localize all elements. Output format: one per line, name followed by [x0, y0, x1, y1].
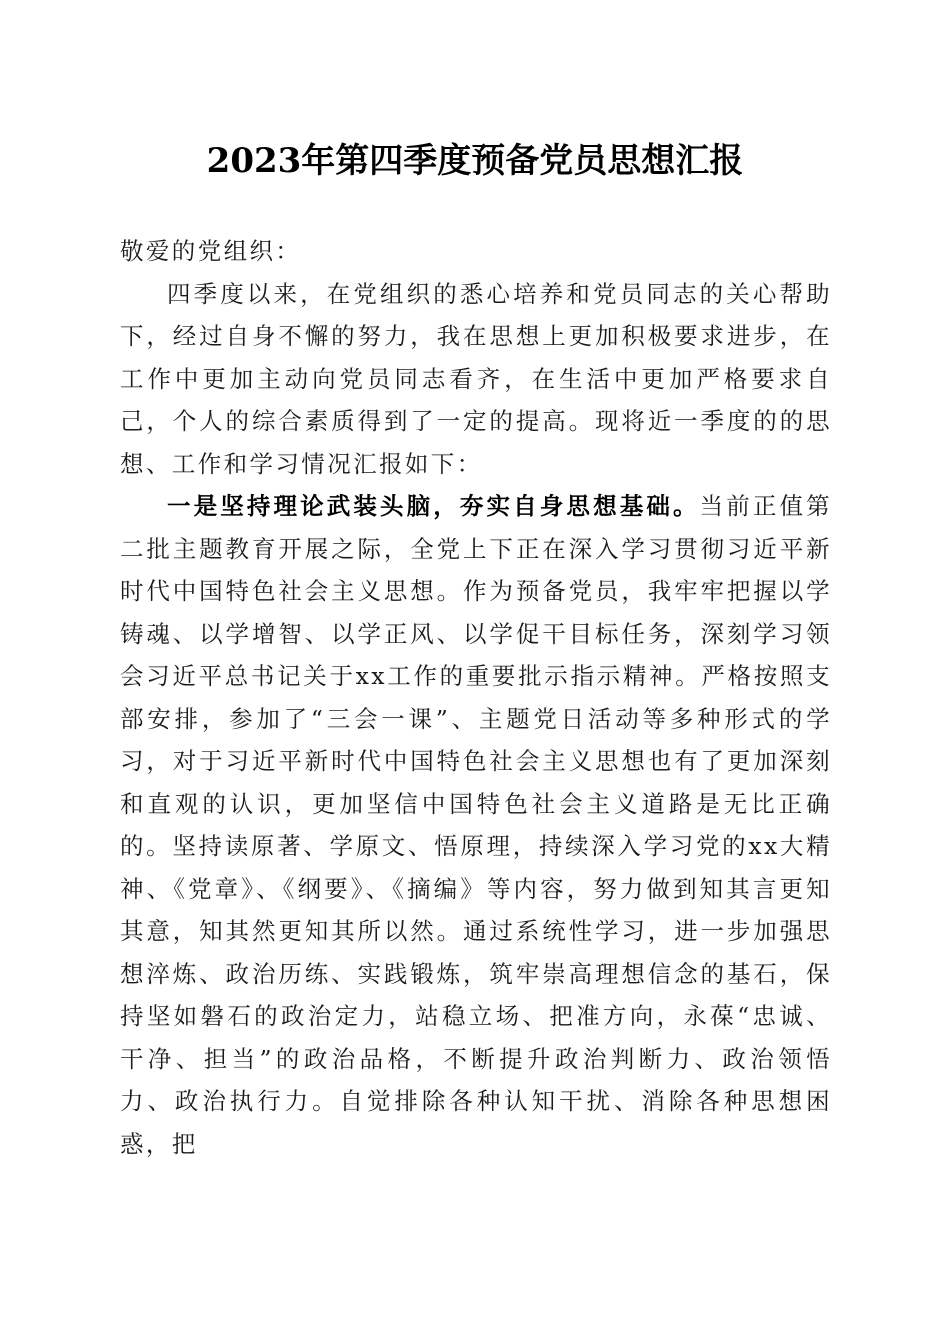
paragraph-text: 四季度以来，在党组织的悉心培养和党员同志的关心帮助下，经过自身不懈的努力，我在思想上更加积极要求进步，在工作中更加主动向党员同志看齐，在生活中更加严格要求自己，个人的综合素质得到了一定的提高。现将近一季度的的思想、工作和学习情况汇报如下： [120, 279, 832, 478]
document-title: 2023年第四季度预备党员思想汇报 [206, 141, 744, 181]
paragraph-point-one [120, 485, 832, 1165]
paragraph-lead-heading: 一是坚持理论武装头脑，夯实自身思想基础。 [167, 492, 700, 520]
paragraph-text: 当前正值第二批主题教育开展之际，全党上下正在深入学习贯彻习近平新时代中国特色社会主义思想。作为预备党员，我牢牢把握以学铸魂、以学增智、以学正风、以学促干目标任务，深刻学习领会习近平总书记关于xx工作的重要批示指示精神。严格按照支部安排，参加了“三会一课”、主题党日活动等多种形式的学习，对于习近平新时代中国特色社会主义思想也有了更加深刻和直观的认识，更加坚信中国特色社会主义道路是无比正确的。坚持读原著、学原文、悟原理，持续深入学习党的xx大精神、《党章》、《纲要》、《摘编》等内容，努力做到知其言更知其意，知其然更知其所以然。通过系统性学习，进一步加强思想淬炼、政治历练、实践锻炼，筑牢崇高理想信念的基石，保持坚如磐石的政治定力，站稳立场、把准方向，永葆“忠诚、干净、担当”的政治品格，不断提升政治判断力、政治领悟力、政治执行力。自觉排除各种认知干扰、消除各种思想困惑，把 [120, 492, 833, 1158]
document-body [120, 230, 832, 1165]
salutation: 敬爱的党组织： [120, 237, 302, 265]
paragraph-intro [120, 273, 832, 486]
